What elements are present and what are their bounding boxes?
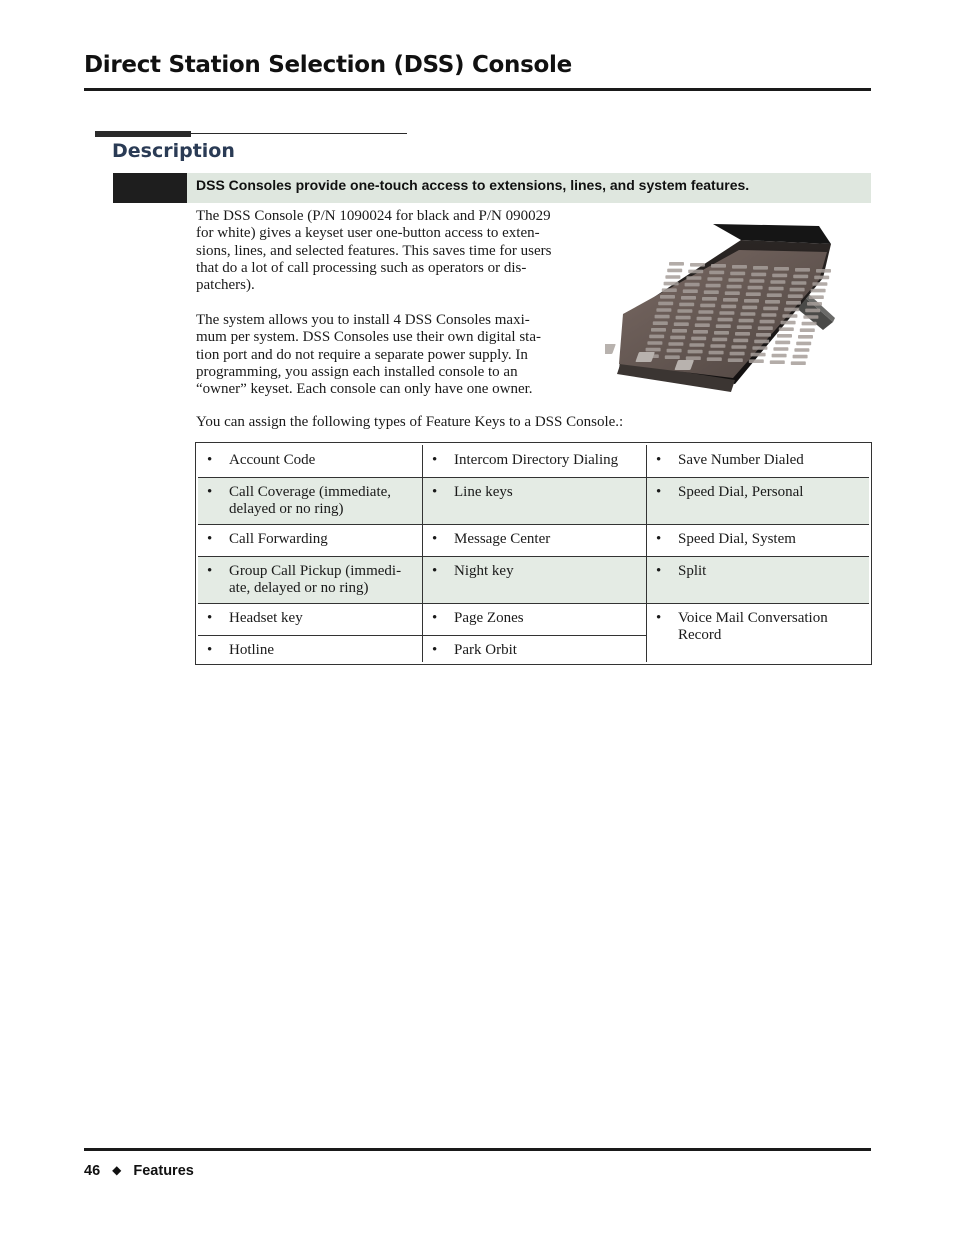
bullet-icon: • — [432, 484, 438, 500]
feature-name: Page Zones — [454, 610, 524, 626]
feature-name: Park Orbit — [454, 642, 517, 658]
feature-name: Save Number Dialed — [678, 452, 804, 468]
table-body — [198, 445, 869, 662]
table-cell — [423, 563, 646, 580]
feature-name: Hotline — [229, 642, 274, 658]
table-cell — [198, 610, 422, 627]
bullet-icon: • — [207, 452, 213, 468]
bullet-icon: • — [432, 531, 438, 547]
feature-name: Call Forwarding — [229, 531, 328, 547]
table-cell — [198, 452, 422, 469]
bullet-icon: • — [207, 484, 213, 500]
feature-name: Account Code — [229, 452, 316, 468]
table-row-divider — [198, 556, 869, 557]
section-rule-thin — [191, 133, 407, 134]
table-row-divider — [198, 524, 869, 525]
page-number: 46 — [84, 1163, 101, 1179]
capacity-line: The system allows you to install 4 DSS Consoles maxi- — [196, 312, 530, 328]
bullet-icon: • — [432, 452, 438, 468]
feature-name: Headset key — [229, 610, 303, 626]
bullet-icon: • — [207, 610, 213, 626]
table-cell — [198, 642, 422, 659]
table-cell — [647, 531, 871, 548]
feature-name: Speed Dial, Personal — [678, 484, 804, 500]
feature-name: Intercom Directory Dialing — [454, 452, 619, 468]
table-row-divider — [198, 477, 869, 478]
table-cell — [423, 484, 646, 501]
bullet-icon: • — [656, 563, 662, 579]
intro-line: that do a lot of call processing such as operators or dis- — [196, 259, 527, 276]
intro-paragraph — [196, 208, 576, 294]
feature-name: Group Call Pickup (immedi- — [229, 563, 402, 579]
table-cell — [647, 563, 871, 580]
intro-line: for white) gives a keyset user one-button access to exten- — [196, 225, 540, 242]
section-rule-thick — [95, 131, 191, 137]
feature-name: ate, delayed or no ring) — [229, 580, 369, 596]
feature-name: Speed Dial, System — [678, 531, 796, 547]
section-title: Description — [112, 140, 235, 162]
table-cell — [647, 452, 871, 469]
intro-line: patchers). — [196, 277, 255, 294]
page-title: Direct Station Selection (DSS) Console — [84, 52, 572, 78]
summary-text: DSS Consoles provide one-touch access to extensions, lines, and system features. — [196, 177, 750, 193]
feature-name: Night key — [454, 563, 514, 579]
footer-section: Features — [133, 1163, 194, 1179]
feature-keys-table — [195, 442, 872, 665]
bullet-icon: • — [656, 531, 662, 547]
capacity-line: programming, you assign each installed console to an — [196, 363, 518, 380]
capacity-paragraph — [196, 312, 576, 398]
feature-name: delayed or no ring) — [229, 501, 344, 517]
page-footer — [84, 1163, 194, 1179]
intro-line: The DSS Console (P/N 1090024 for black and P/N 090029 — [196, 208, 551, 224]
feature-name: Split — [678, 563, 707, 579]
bullet-icon: • — [432, 610, 438, 626]
summary-block — [113, 173, 187, 203]
feature-name: Voice Mail Conversation — [678, 610, 828, 626]
capacity-line: “owner” keyset. Each console can only have one owner. — [196, 381, 533, 398]
capacity-line: tion port and do not require a separate power supply. In — [196, 346, 528, 363]
bullet-icon: • — [656, 610, 662, 626]
bullet-icon: • — [656, 452, 662, 468]
table-cell — [423, 452, 646, 469]
table-column-divider — [422, 445, 423, 662]
title-rule — [84, 88, 871, 91]
table-row-divider — [198, 603, 869, 604]
table-cell — [198, 563, 422, 597]
dss-console-image — [605, 220, 845, 405]
table-cell — [647, 484, 871, 501]
bullet-icon: • — [432, 642, 438, 658]
feature-name: Line keys — [454, 484, 513, 500]
feature-name: Record — [678, 627, 722, 643]
bullet-icon: • — [656, 484, 662, 500]
table-cell — [198, 484, 422, 518]
capacity-line: mum per system. DSS Consoles use their own digital sta- — [196, 329, 541, 346]
feature-keys-intro: You can assign the following types of Feature Keys to a DSS Console.: — [196, 414, 624, 430]
table-cell — [423, 610, 646, 627]
table-cell — [198, 531, 422, 548]
footer-rule — [84, 1148, 871, 1151]
bullet-icon: • — [432, 563, 438, 579]
table-cell — [423, 531, 646, 548]
bullet-icon: • — [207, 531, 213, 547]
diamond-icon: ◆ — [112, 1163, 122, 1177]
intro-line: sions, lines, and selected features. This saves time for users — [196, 242, 552, 259]
table-cell — [423, 642, 646, 659]
feature-name: Call Coverage (immediate, — [229, 484, 392, 500]
bullet-icon: • — [207, 563, 213, 579]
bullet-icon: • — [207, 642, 213, 658]
table-column-divider — [646, 445, 647, 662]
feature-name: Message Center — [454, 531, 551, 547]
